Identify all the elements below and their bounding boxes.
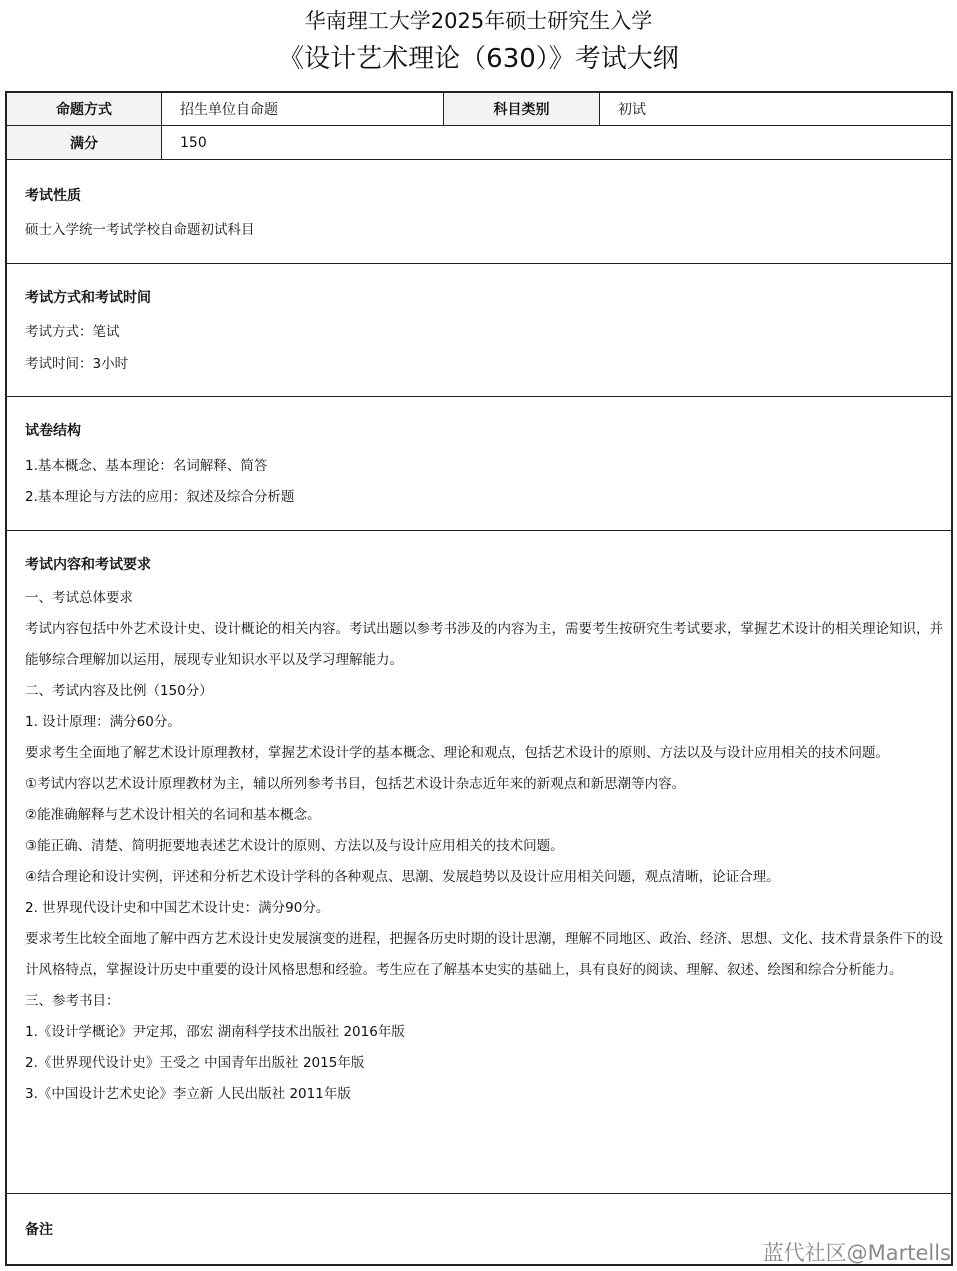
section-text: 硕士入学统一考试学校自命题初试科目 xyxy=(25,222,255,238)
item-heading: 2. 世界现代设计史和中国艺术设计史：满分90分。 xyxy=(25,900,330,916)
point: ③能正确、清楚、简明扼要地表述艺术设计的原则、方法以及与设计应用相关的技术问题。 xyxy=(25,838,564,854)
section-text: 考试方式：笔试 xyxy=(25,324,120,340)
point: ①考试内容以艺术设计原理教材为主，辅以所列参考书目，包括艺术设计杂志近年来的新观点和新思潮等内容。 xyxy=(25,776,686,792)
section-heading: 考试内容和考试要求 xyxy=(25,557,151,573)
subheading: 一、考试总体要求 xyxy=(25,590,133,606)
document-title-line2: 《设计艺术理论（630）》考试大纲 xyxy=(278,44,679,74)
subheading: 二、考试内容及比例（150分） xyxy=(25,683,213,699)
paragraph: 要求考生比较全面地了解中西方艺术设计史发展演变的进程，把握各历史时期的设计思潮，理解不同地区、政治、经济、思想、文化、技术背景条件下的设计风格特点，掌握设计历史中重要的设计风格思想和经验。考生应在了解基本史实的基础上，具有良好的阅读、理解、叙述、绘图和综合分析能力。 xyxy=(25,931,943,978)
point: ②能准确解释与艺术设计相关的名词和基本概念。 xyxy=(25,807,321,823)
point: ④结合理论和设计实例，评述和分析艺术设计学科的各种观点、思潮、发展趋势以及设计应用相关问题，观点清晰，论证合理。 xyxy=(25,869,780,885)
watermark: 蓝代社区@Martells xyxy=(762,1241,951,1265)
content-body xyxy=(25,583,943,1110)
section-exam-method xyxy=(5,264,953,397)
info-row-2 xyxy=(5,126,953,160)
subject-category-value: 初试 xyxy=(618,102,646,118)
paragraph: 要求考生全面地了解艺术设计原理教材，掌握艺术设计学的基本概念、理论和观点，包括艺术设计的原则、方法以及与设计应用相关的技术问题。 xyxy=(25,745,889,761)
exam-type-label: 命题方式 xyxy=(7,93,162,125)
info-row-1 xyxy=(5,91,953,126)
section-heading: 试卷结构 xyxy=(25,423,81,439)
section-text: 考试时间：3小时 xyxy=(25,356,129,372)
subject-category-label: 科目类别 xyxy=(444,93,600,125)
section-heading: 考试性质 xyxy=(25,188,81,204)
section-heading: 备注 xyxy=(25,1222,53,1238)
section-text: 2.基本理论与方法的应用：叙述及综合分析题 xyxy=(25,489,295,505)
section-exam-nature xyxy=(5,160,953,264)
section-exam-content xyxy=(5,531,953,1194)
reference-book: 1.《设计学概论》尹定邦，邵宏 湖南科学技术出版社 2016年版 xyxy=(25,1024,405,1040)
paragraph: 考试内容包括中外艺术设计史、设计概论的相关内容。考试出题以参考书涉及的内容为主，需要考生按研究生考试要求，掌握艺术设计的相关理论知识，并能够综合理解加以运用，展现专业知识水平以及学习理解能力。 xyxy=(25,621,943,668)
full-score-value: 150 xyxy=(180,134,207,151)
subheading: 三、参考书目： xyxy=(25,993,120,1009)
section-text: 1.基本概念、基本理论：名词解释、简答 xyxy=(25,458,268,474)
reference-book: 2.《世界现代设计史》王受之 中国青年出版社 2015年版 xyxy=(25,1055,365,1071)
reference-book: 3.《中国设计艺术史论》李立新 人民出版社 2011年版 xyxy=(25,1086,351,1102)
section-paper-structure xyxy=(5,397,953,531)
section-heading: 考试方式和考试时间 xyxy=(25,290,151,306)
exam-type-value: 招生单位自命题 xyxy=(162,93,444,125)
item-heading: 1. 设计原理：满分60分。 xyxy=(25,714,181,730)
document-title-line1: 华南理工大学2025年硕士研究生入学 xyxy=(304,9,653,33)
full-score-label: 满分 xyxy=(7,126,162,159)
